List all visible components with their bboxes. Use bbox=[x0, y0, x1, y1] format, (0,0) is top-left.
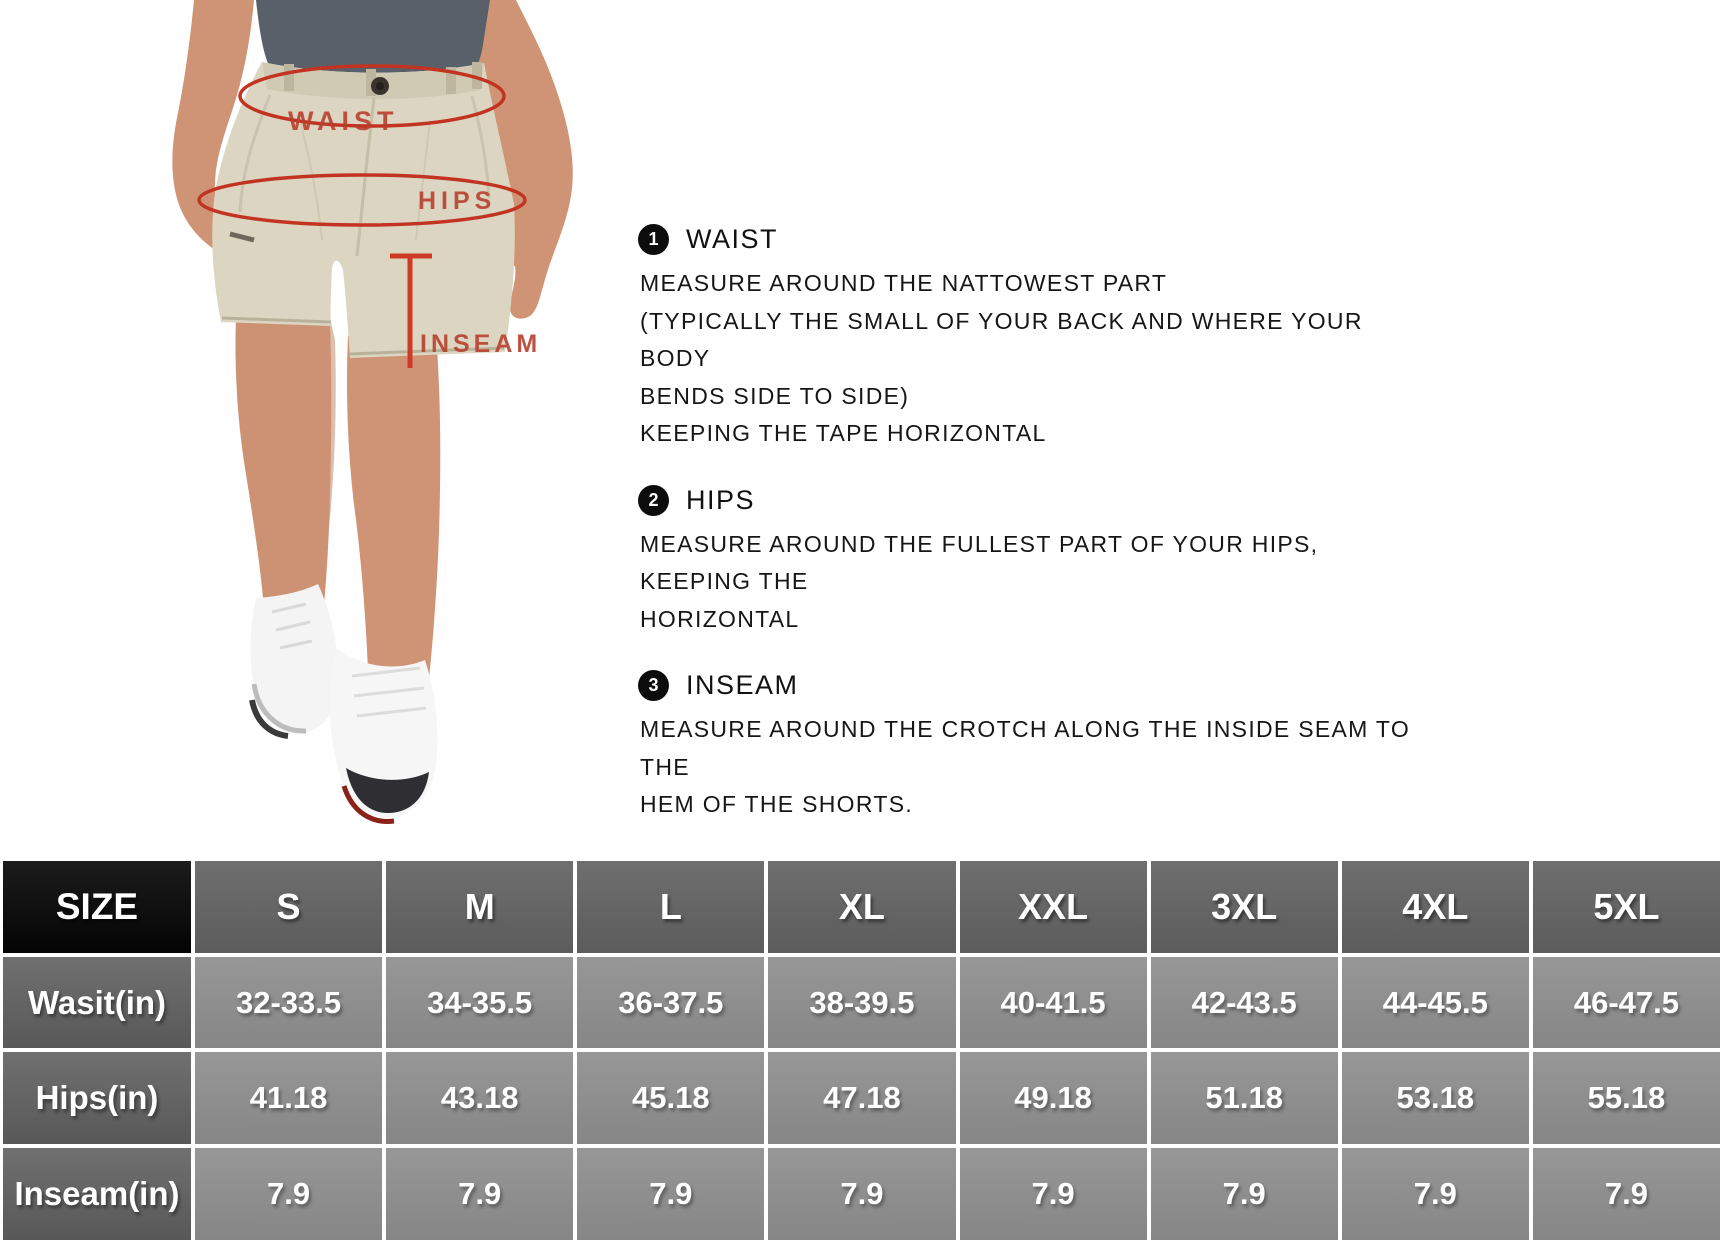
instruction-waist-line: (TYPICALLY THE SMALL OF YOUR BACK AND WHERE YOUR BODY bbox=[640, 307, 1363, 371]
bullet-number-2: 2 bbox=[638, 485, 669, 516]
inseam-value-3xl: 7.9 bbox=[1151, 1148, 1338, 1240]
inseam-value-m: 7.9 bbox=[386, 1148, 573, 1240]
inseam-value-xl: 7.9 bbox=[768, 1148, 955, 1240]
waist-value-xxl: 40-41.5 bbox=[960, 957, 1147, 1048]
size-table-header-s: S bbox=[195, 861, 382, 953]
hips-value-m: 43.18 bbox=[386, 1052, 573, 1144]
inseam-annotation-label: INSEAM bbox=[420, 330, 542, 358]
size-table-row-label-hips: Hips(in) bbox=[3, 1052, 191, 1144]
size-table-row-label-waist: Wasit(in) bbox=[3, 957, 191, 1048]
instruction-inseam-heading bbox=[638, 670, 1420, 701]
waist-value-3xl: 42-43.5 bbox=[1151, 957, 1338, 1048]
bullet-number-3: 3 bbox=[638, 670, 669, 701]
size-table-row-label-inseam: Inseam(in) bbox=[3, 1148, 191, 1240]
instruction-waist-heading bbox=[638, 224, 1420, 255]
instruction-waist-line: MEASURE AROUND THE NATTOWEST PART bbox=[640, 270, 1168, 296]
instruction-hips-line: HORIZONTAL bbox=[640, 605, 800, 632]
model-photo bbox=[0, 0, 620, 858]
instruction-waist-line: BENDS SIDE TO SIDE) bbox=[640, 382, 910, 409]
instruction-waist-line: KEEPING THE TAPE HORIZONTAL bbox=[640, 420, 1047, 446]
size-table-corner-cell: SIZE bbox=[3, 861, 191, 953]
hips-value-5xl: 55.18 bbox=[1533, 1052, 1720, 1144]
inseam-value-s: 7.9 bbox=[195, 1148, 382, 1240]
instruction-waist-title: WAIST bbox=[686, 224, 778, 254]
instruction-inseam-title: INSEAM bbox=[686, 670, 799, 700]
bullet-number-1: 1 bbox=[638, 224, 669, 255]
waist-value-l: 36-37.5 bbox=[577, 957, 764, 1048]
instruction-hips-heading bbox=[638, 485, 1420, 516]
instruction-section-hips bbox=[600, 485, 1420, 639]
waist-value-4xl: 44-45.5 bbox=[1342, 957, 1529, 1048]
size-table-header-xxl: XXL bbox=[960, 861, 1147, 953]
inseam-value-4xl: 7.9 bbox=[1342, 1148, 1529, 1240]
hips-value-4xl: 53.18 bbox=[1342, 1052, 1529, 1144]
waist-annotation-label: WAIST bbox=[288, 106, 399, 136]
size-table bbox=[0, 858, 1723, 1246]
waist-value-xl: 38-39.5 bbox=[768, 957, 955, 1048]
inseam-value-xxl: 7.9 bbox=[960, 1148, 1147, 1240]
waist-value-s: 32-33.5 bbox=[195, 957, 382, 1048]
size-table-header-l: L bbox=[577, 861, 764, 953]
size-table-header-m: M bbox=[386, 861, 573, 953]
instruction-hips-line: MEASURE AROUND THE FULLEST PART OF YOUR HIPS, KEEPING THE bbox=[640, 530, 1319, 594]
hips-value-xl: 47.18 bbox=[768, 1052, 955, 1144]
size-table-header-4xl: 4XL bbox=[1342, 861, 1529, 953]
instruction-hips-title: HIPS bbox=[686, 484, 756, 515]
instruction-inseam-line: HEM OF THE SHORTS. bbox=[640, 791, 914, 817]
measuring-instructions bbox=[600, 224, 1420, 856]
waist-value-5xl: 46-47.5 bbox=[1533, 957, 1720, 1048]
hips-value-3xl: 51.18 bbox=[1151, 1052, 1338, 1144]
model-illustration bbox=[0, 0, 620, 858]
hips-annotation-label: HIPS bbox=[418, 187, 497, 215]
size-table-header-xl: XL bbox=[768, 861, 955, 953]
hips-value-s: 41.18 bbox=[195, 1052, 382, 1144]
inseam-value-5xl: 7.9 bbox=[1533, 1148, 1720, 1240]
instruction-section-waist bbox=[600, 224, 1420, 453]
hips-value-l: 45.18 bbox=[577, 1052, 764, 1144]
waist-value-m: 34-35.5 bbox=[386, 957, 573, 1048]
hips-value-xxl: 49.18 bbox=[960, 1052, 1147, 1144]
inseam-value-l: 7.9 bbox=[577, 1148, 764, 1240]
instruction-inseam-line: MEASURE AROUND THE CROTCH ALONG THE INSIDE SEAM TO THE bbox=[640, 716, 1411, 780]
size-table-header-5xl: 5XL bbox=[1533, 861, 1720, 953]
size-table-header-3xl: 3XL bbox=[1151, 861, 1338, 953]
instruction-section-inseam bbox=[600, 670, 1420, 824]
